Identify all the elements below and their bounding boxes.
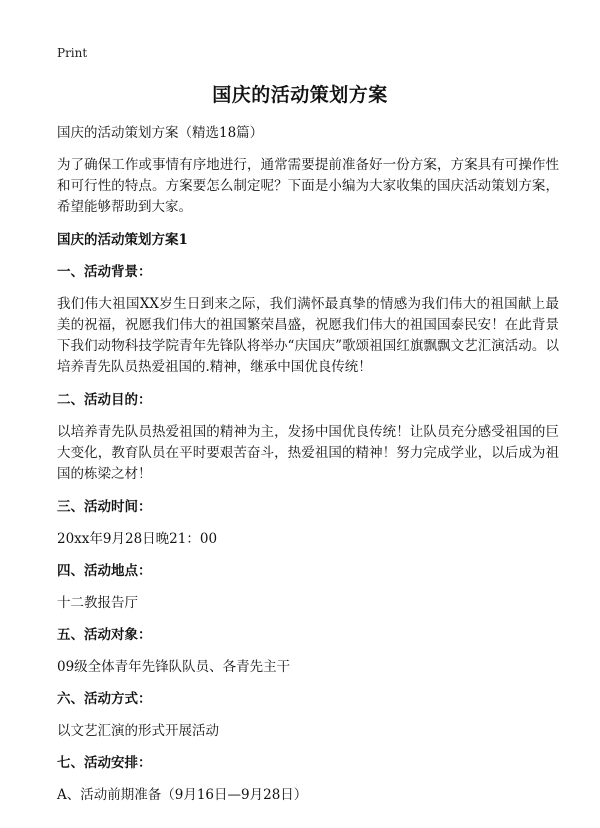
section-heading-background: 一、活动背景： bbox=[57, 264, 152, 280]
print-link[interactable]: Print bbox=[57, 46, 88, 60]
section-text-background: 我们伟大祖国XX岁生日到来之际，我们满怀最真挚的情感为我们伟大的祖国献上最美的祝福，祝愿我们伟大的祖国繁荣昌盛，祝愿我们伟大的祖国国泰民安！在此背景下我们动物科技学院青年先锋队将举办“庆国庆”歌颂祖国红旗飘飘文艺汇演活动。以培养青先队员热爱祖国的.精神，继承中国优良传统！ bbox=[57, 296, 559, 375]
document-body bbox=[57, 121, 559, 817]
document-subtitle: 国庆的活动策划方案（精选18篇） bbox=[57, 125, 264, 141]
section-text-format: 以文艺汇演的形式开展活动 bbox=[57, 723, 219, 739]
section-text-purpose: 以培养青先队员热爱祖国的精神为主，发扬中国优良传统！让队员充分感受祖国的巨大变化，教育队员在平时要艰苦奋斗，热爱祖国的精神！努力完成学业，以后成为祖国的栋梁之材！ bbox=[57, 424, 559, 482]
section-text-location: 十二教报告厅 bbox=[57, 595, 138, 611]
section-text-audience: 09级全体青年先锋队队员、各青先主干 bbox=[57, 659, 291, 675]
section-heading-purpose: 二、活动目的： bbox=[57, 392, 152, 408]
section-heading-location: 四、活动地点： bbox=[57, 563, 152, 579]
plan-heading: 国庆的活动策划方案1 bbox=[57, 232, 188, 248]
intro-paragraph: 为了确保工作或事情有序地进行，通常需要提前准备好一份方案，方案具有可操作性和可行性的特点。方案要怎么制定呢？下面是小编为大家收集的国庆活动策划方案，希望能够帮助到大家。 bbox=[57, 157, 559, 215]
section-text-schedule: A、活动前期准备（9月16日—9月28日） bbox=[57, 787, 308, 803]
section-heading-schedule: 七、活动安排： bbox=[57, 755, 152, 771]
section-heading-time: 三、活动时间： bbox=[57, 499, 152, 515]
section-text-time: 20xx年9月28日晚21：00 bbox=[57, 531, 218, 547]
section-heading-format: 六、活动方式： bbox=[57, 691, 152, 707]
section-heading-audience: 五、活动对象： bbox=[57, 627, 152, 643]
page-title: 国庆的活动策划方案 bbox=[212, 84, 388, 106]
